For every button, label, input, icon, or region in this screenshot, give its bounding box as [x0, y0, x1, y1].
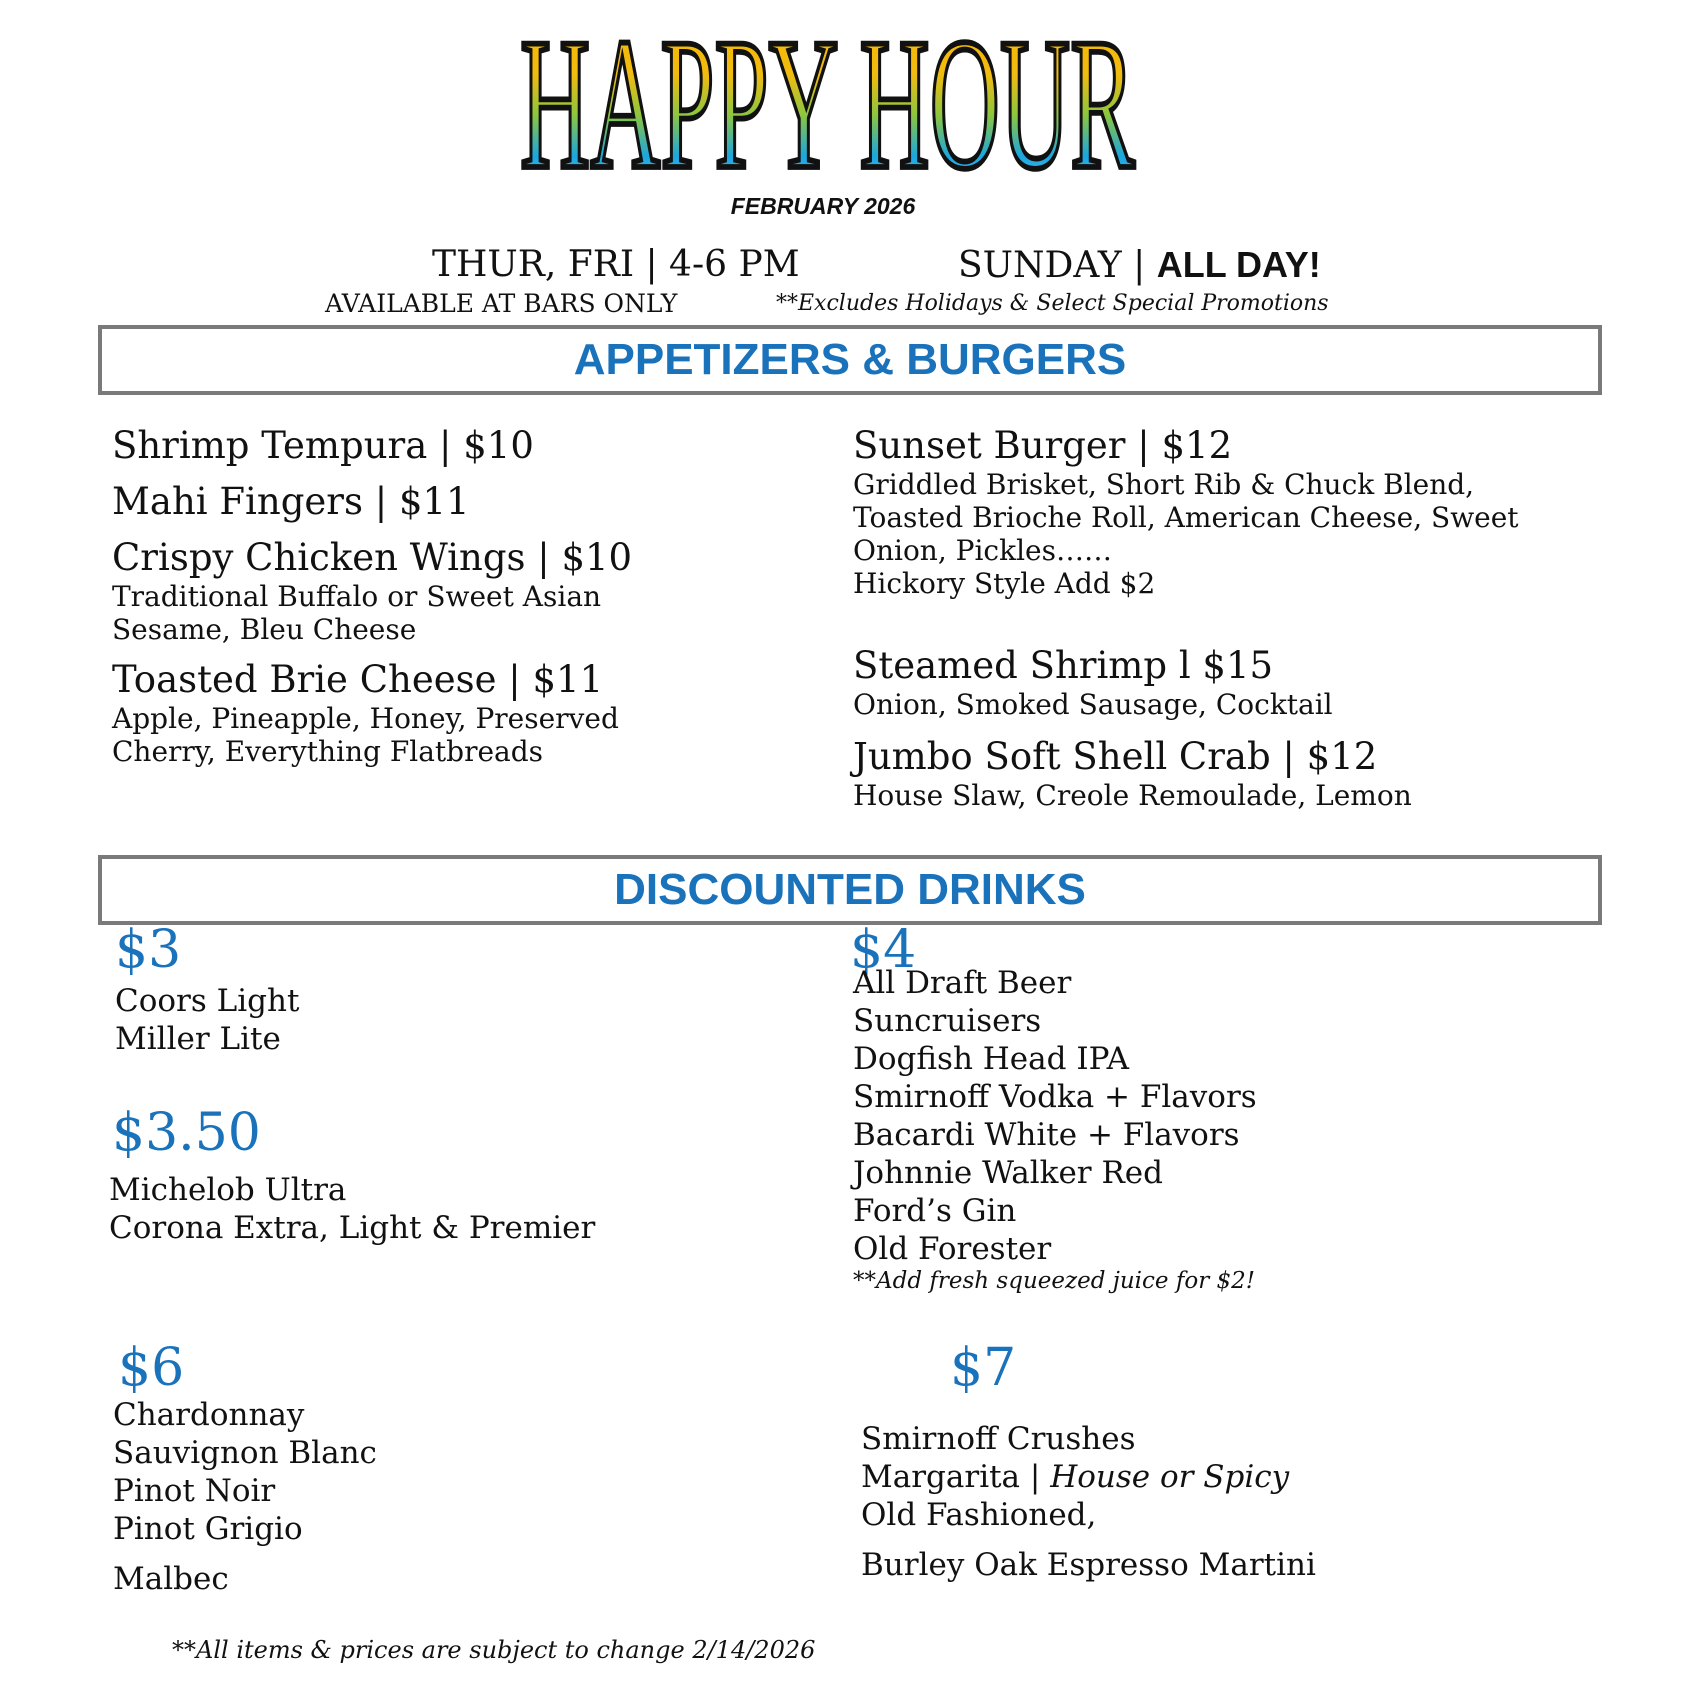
drinks-tier-7 [861, 1420, 1316, 1584]
menu-text: SUNDAY | [958, 245, 1146, 286]
menu-text: Dogfish Head IPA [853, 1041, 1129, 1077]
menu-text: Coors Light [115, 983, 300, 1019]
menu-text: $7 [950, 1338, 1017, 1398]
drinks-tier-3 [115, 922, 299, 1058]
menu-text: Margarita | [861, 1459, 1041, 1495]
menu-text: Johnnie Walker Red [853, 1155, 1163, 1191]
menu-text: Hickory Style Add $2 [853, 567, 1156, 600]
exclusions-note: **Excludes Holidays & Select Special Promotions [776, 291, 1329, 316]
menu-text: APPETIZERS & BURGERS [573, 335, 1127, 384]
menu-text: Apple, Pineapple, Honey, Preserved [112, 702, 619, 735]
menu-text: Onion, Pickles…… [853, 534, 1112, 567]
menu-text: Bacardi White + Flavors [853, 1117, 1240, 1153]
menu-text: Onion, Smoked Sausage, Cocktail [853, 688, 1333, 721]
menu-text: House Slaw, Creole Remoulade, Lemon [853, 779, 1412, 812]
menu-text: **Add fresh squeezed juice for $2! [853, 1268, 1256, 1294]
appetizers-right-column [853, 424, 1519, 812]
menu-text: All Draft Beer [853, 965, 1072, 1001]
menu-text: Burley Oak Espresso Martini [861, 1547, 1316, 1583]
menu-text: Pinot Noir [113, 1473, 276, 1509]
menu-text: Sesame, Bleu Cheese [112, 613, 417, 646]
menu-text: Chardonnay [113, 1397, 305, 1433]
menu-text: Suncruisers [853, 1003, 1042, 1039]
menu-text: $3 [115, 920, 182, 980]
drinks-heading-box [98, 855, 1602, 925]
month-label: FEBRUARY 2026 [730, 193, 916, 219]
menu-text: DISCOUNTED DRINKS [614, 865, 1086, 914]
menu-text: Ford’s Gin [853, 1193, 1017, 1229]
menu-text: Toasted Brioche Roll, American Cheese, Sweet [853, 501, 1519, 534]
menu-text: Pinot Grigio [113, 1511, 303, 1547]
menu-text: Traditional Buffalo or Sweet Asian [112, 580, 602, 613]
menu-item: Mahi Fingers | $11 [112, 480, 470, 523]
menu-text: Smirnoff Vodka + Flavors [853, 1079, 1257, 1115]
menu-text: Malbec [113, 1561, 229, 1597]
menu-text: Michelob Ultra [109, 1172, 347, 1208]
menu-item: Sunset Burger | $12 [853, 424, 1233, 467]
menu-text: Cherry, Everything Flatbreads [112, 735, 544, 768]
menu-text: House or Spicy [1050, 1459, 1290, 1495]
menu-item: Crispy Chicken Wings | $10 [112, 536, 633, 579]
menu-item: Jumbo Soft Shell Crab | $12 [853, 735, 1378, 778]
menu-text: HAPPY HOUR [520, 22, 1136, 182]
menu-text: Smirnoff Crushes [861, 1421, 1136, 1457]
drinks-tier-4 [850, 922, 1257, 1294]
menu-item: Steamed Shrimp l $15 [853, 644, 1274, 687]
happy-hour-logo [500, 22, 1160, 182]
menu-text: Old Fashioned, [861, 1497, 1097, 1533]
appetizers-left-column [112, 424, 632, 768]
menu-text: $3.50 [112, 1103, 261, 1163]
menu-text: $6 [118, 1338, 185, 1398]
sunday-hours [958, 244, 1321, 286]
menu-item: Toasted Brie Cheese | $11 [112, 658, 604, 701]
menu-text: Old Forester [853, 1231, 1052, 1267]
availability-note: AVAILABLE AT BARS ONLY [325, 289, 678, 318]
weekday-hours: THUR, FRI | 4-6 PM [432, 244, 800, 285]
drinks-tier-6 [113, 1338, 377, 1598]
menu-text: Sauvignon Blanc [113, 1435, 377, 1471]
appetizers-heading-box [98, 325, 1602, 395]
menu-item: Shrimp Tempura | $10 [112, 424, 534, 467]
menu-text: $4 [850, 920, 917, 980]
drinks-tier-7-price [950, 1340, 1016, 1396]
menu-text: Griddled Brisket, Short Rib & Chuck Blend, [853, 468, 1475, 501]
menu-text: Corona Extra, Light & Premier [109, 1210, 596, 1246]
footer-disclaimer: **All items & prices are subject to change 2/14/2026 [172, 1636, 816, 1664]
drinks-tier-3-50 [109, 1103, 596, 1247]
menu-text: Miller Lite [115, 1021, 281, 1057]
menu-text: ALL DAY! [1156, 244, 1321, 285]
